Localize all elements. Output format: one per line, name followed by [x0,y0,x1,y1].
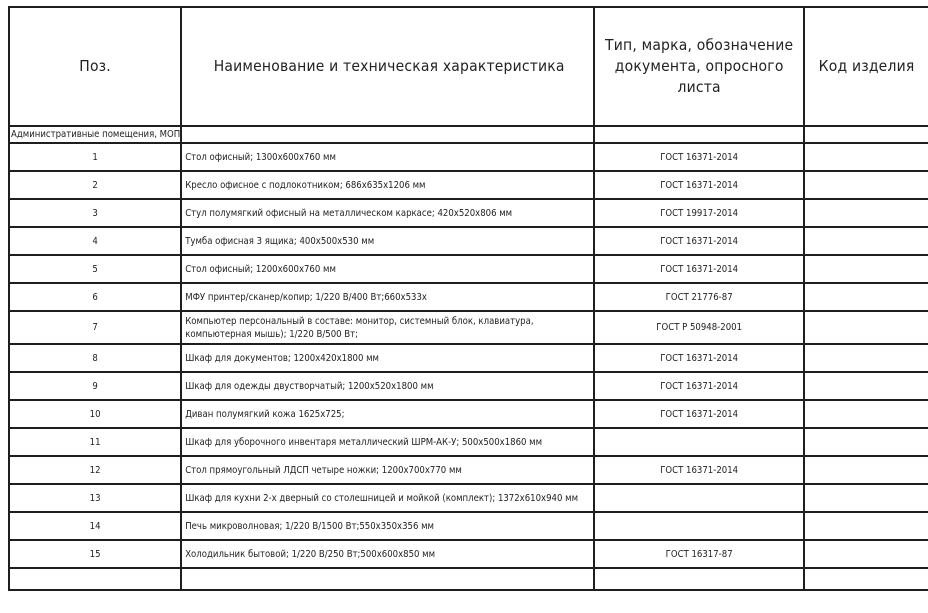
position-cell: 14 [9,512,181,540]
type-cell: ГОСТ 19917-2014 [594,199,804,227]
header-type: Тип, марка, обозначение документа, опросного листа [594,7,804,126]
section-title: Административные помещения, МОП [9,126,181,143]
name-cell: Стул полумягкий офисный на металлическом каркасе; 420x520x806 мм [181,199,594,227]
position-cell: 3 [9,199,181,227]
type-cell: ГОСТ 16371-2014 [594,344,804,372]
name-cell: Холодильник бытовой; 1/220 В/250 Вт;500x600x850 мм [181,540,594,568]
name-cell: Шкаф для кухни 2-х дверный со столешницей и мойкой (комплект); 1372x610x940 мм [181,484,594,512]
table-row [9,199,928,227]
code-cell [804,456,928,484]
type-cell: ГОСТ 16371-2014 [594,372,804,400]
position-cell: 12 [9,456,181,484]
position-cell: 13 [9,484,181,512]
type-cell [594,484,804,512]
type-cell [594,428,804,456]
type-cell [594,512,804,540]
table-row [9,143,928,171]
table-row [9,456,928,484]
table-row [9,344,928,372]
type-cell: ГОСТ 16371-2014 [594,171,804,199]
code-cell [804,512,928,540]
type-cell: ГОСТ 16371-2014 [594,227,804,255]
name-cell [181,568,594,590]
name-cell: Тумба офисная 3 ящика; 400x500x530 мм [181,227,594,255]
type-cell: ГОСТ 21776-87 [594,283,804,311]
position-cell: 15 [9,540,181,568]
table-row [9,227,928,255]
header-row [9,7,928,126]
position-cell [9,568,181,590]
section-row [9,126,928,143]
code-cell [804,540,928,568]
name-cell: Стол офисный; 1200x600x760 мм [181,255,594,283]
table-row [9,372,928,400]
code-cell [804,143,928,171]
table-row [9,283,928,311]
code-cell [804,227,928,255]
header-code: Код изделия [804,7,928,126]
code-cell [804,283,928,311]
table-row [9,484,928,512]
table-row [9,428,928,456]
code-cell [804,428,928,456]
name-cell: Стол прямоугольный ЛДСП четыре ножки; 1200x700x770 мм [181,456,594,484]
position-cell: 2 [9,171,181,199]
header-name: Наименование и техническая характеристика [181,7,594,126]
position-cell: 1 [9,143,181,171]
code-cell [804,311,928,344]
name-cell: Стол офисный; 1300x600x760 мм [181,143,594,171]
code-cell [804,344,928,372]
position-cell: 6 [9,283,181,311]
specification-table [8,6,928,591]
position-cell: 10 [9,400,181,428]
name-cell: Шкаф для одежды двустворчатый; 1200x520x1800 мм [181,372,594,400]
position-cell: 4 [9,227,181,255]
type-cell: ГОСТ 16371-2014 [594,456,804,484]
type-cell: ГОСТ 16371-2014 [594,143,804,171]
section-cell-empty [804,126,928,143]
table-row [9,171,928,199]
code-cell [804,255,928,283]
table-row-partial [9,568,928,590]
name-cell: Кресло офисное с подлокотником; 686x635x1206 мм [181,171,594,199]
position-cell: 8 [9,344,181,372]
table-row [9,512,928,540]
type-cell: ГОСТ 16317-87 [594,540,804,568]
name-cell: Печь микроволновая; 1/220 В/1500 Вт;550x350x356 мм [181,512,594,540]
name-cell: Диван полумягкий кожа 1625x725; [181,400,594,428]
name-cell: МФУ принтер/сканер/копир; 1/220 В/400 Вт;660x533x [181,283,594,311]
table-row [9,311,928,344]
type-cell: ГОСТ Р 50948-2001 [594,311,804,344]
code-cell [804,372,928,400]
type-cell [594,568,804,590]
code-cell [804,484,928,512]
section-cell-empty [594,126,804,143]
code-cell [804,400,928,428]
position-cell: 9 [9,372,181,400]
type-cell: ГОСТ 16371-2014 [594,255,804,283]
table-row [9,400,928,428]
name-cell: Компьютер персональный в составе: монитор, системный блок, клавиатура, компьютерная мышь); 1/220 В/500 Вт; [181,311,594,344]
name-cell: Шкаф для уборочного инвентаря металлический ШРМ-АК-У; 500x500x1860 мм [181,428,594,456]
position-cell: 11 [9,428,181,456]
name-cell: Шкаф для документов; 1200x420x1800 мм [181,344,594,372]
table-row [9,540,928,568]
section-cell-empty [181,126,594,143]
code-cell [804,199,928,227]
table-row [9,255,928,283]
position-cell: 7 [9,311,181,344]
position-cell: 5 [9,255,181,283]
code-cell [804,171,928,199]
header-position: Поз. [9,7,181,126]
code-cell [804,568,928,590]
type-cell: ГОСТ 16371-2014 [594,400,804,428]
